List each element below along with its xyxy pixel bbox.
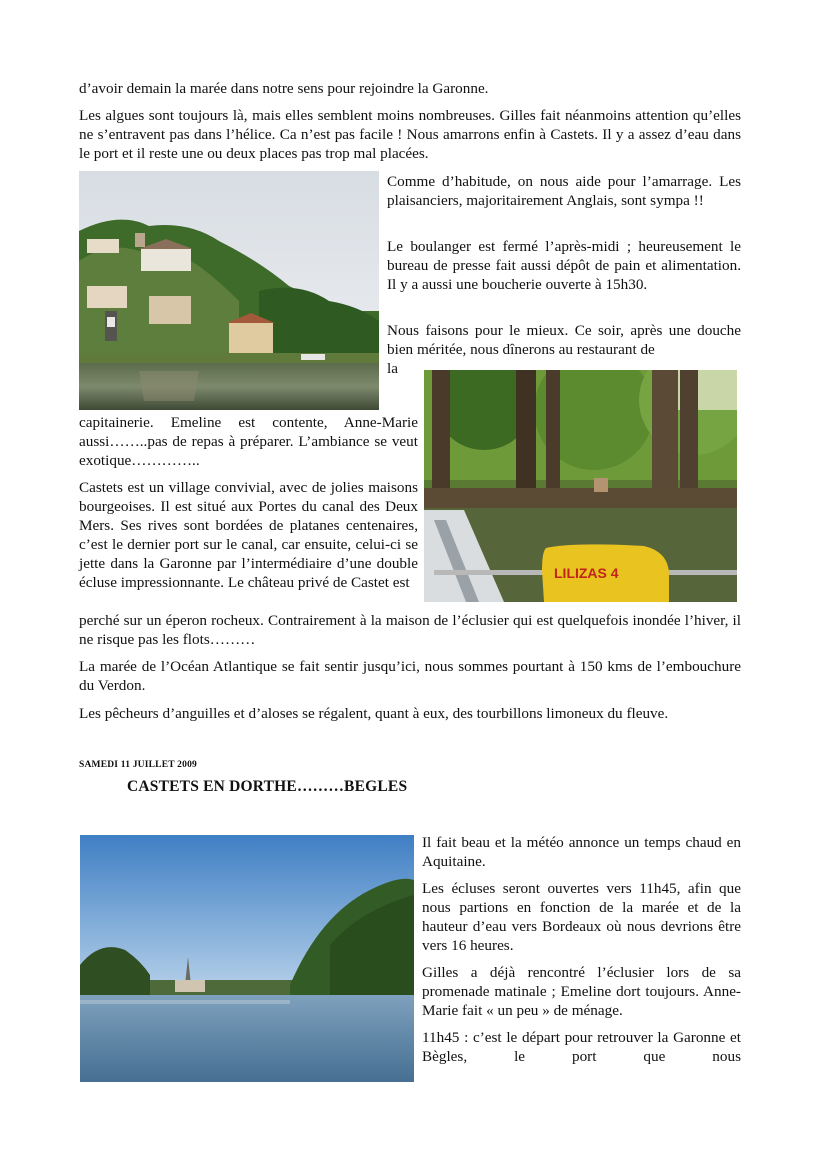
paragraph-algues: Les algues sont toujours là, mais elles semblent moins nombreuses. Gilles fait néanmoins attention qu’elles ne s’entravent pas dans l’hélice. Ca n’est pas facile ! Nous amarrons enfin à Castets. Il y a assez d’eau dans le port et il reste une ou deux places pas trop mal placées. — [79, 107, 741, 162]
paragraph-chateau: perché sur un éperon rocheux. Contrairement à la maison de l’éclusier qui est quelquefois inondée l’hiver, il ne risque pas les flots……… — [79, 612, 741, 648]
paragraph-eclusier: Gilles a déjà rencontré l’éclusier lors de sa promenade matinale ; Emeline dort toujours. Anne-Marie fait « un peu » de ménage. — [422, 964, 741, 1019]
paragraph-restaurant-end: la — [387, 360, 398, 377]
paragraph-boulanger: Le boulanger est fermé l’après-midi ; heureusement le bureau de presse fait aussi dépôt de pain et alimentation. Il y a aussi une boucherie ouverte à 15h30. — [387, 238, 741, 293]
photo-cushion-text: LILIZAS 4 — [554, 565, 619, 581]
paragraph-restaurant: Nous faisons pour le mieux. Ce soir, après une douche bien méritée, nous dînerons au restaurant de — [387, 322, 741, 358]
paragraph-amarrage: Comme d’habitude, on nous aide pour l’amarrage. Les plaisanciers, majoritairement Anglais, sont sympa !! — [387, 173, 741, 209]
paragraph-pecheurs: Les pêcheurs d’anguilles et d’aloses se régalent, quant à eux, des tourbillons limoneux du fleuve. — [79, 705, 669, 722]
paragraph-intro: d’avoir demain la marée dans notre sens pour rejoindre la Garonne. — [79, 80, 489, 97]
paragraph-maree: La marée de l’Océan Atlantique se fait sentir jusqu’ici, nous sommes pourtant à 150 kms de l’embouchure du Verdon. — [79, 658, 741, 694]
paragraph-capitainerie: capitainerie. Emeline est contente, Anne-Marie aussi……..pas de repas à préparer. L’ambiance se veut exotique………….. — [79, 414, 418, 469]
section-title: CASTETS EN DORTHE………BEGLES — [127, 778, 408, 795]
photo-canal-plane-trees — [424, 370, 737, 602]
paragraph-depart: 11h45 : c’est le départ pour retrouver la Garonne et Bègles, le port que nous — [422, 1029, 741, 1065]
photo-garonne-river — [80, 835, 414, 1082]
paragraph-ecluses: Les écluses seront ouvertes vers 11h45, afin que nous partions en fonction de la marée et de la hauteur d’eau vers Bordeaux où nous devrions être vers 16 heures. — [422, 880, 741, 954]
paragraph-castets-village: Castets est un village convivial, avec de jolies maisons bourgeoises. Il est situé aux Portes du canal des Deux Mers. Ses rives sont bordées de platanes centenaires, c’est le dernier port sur le canal, car ensuite, celui-ci se jette dans la Garonne par l’intermédiaire d’une double écluse impressionnante. Le château privé de Castet est — [79, 479, 418, 591]
paragraph-meteo: Il fait beau et la météo annonce un temps chaud en Aquitaine. — [422, 834, 741, 870]
photo-castets-village — [79, 171, 379, 410]
dateline: SAMEDI 11 JUILLET 2009 — [79, 760, 197, 770]
